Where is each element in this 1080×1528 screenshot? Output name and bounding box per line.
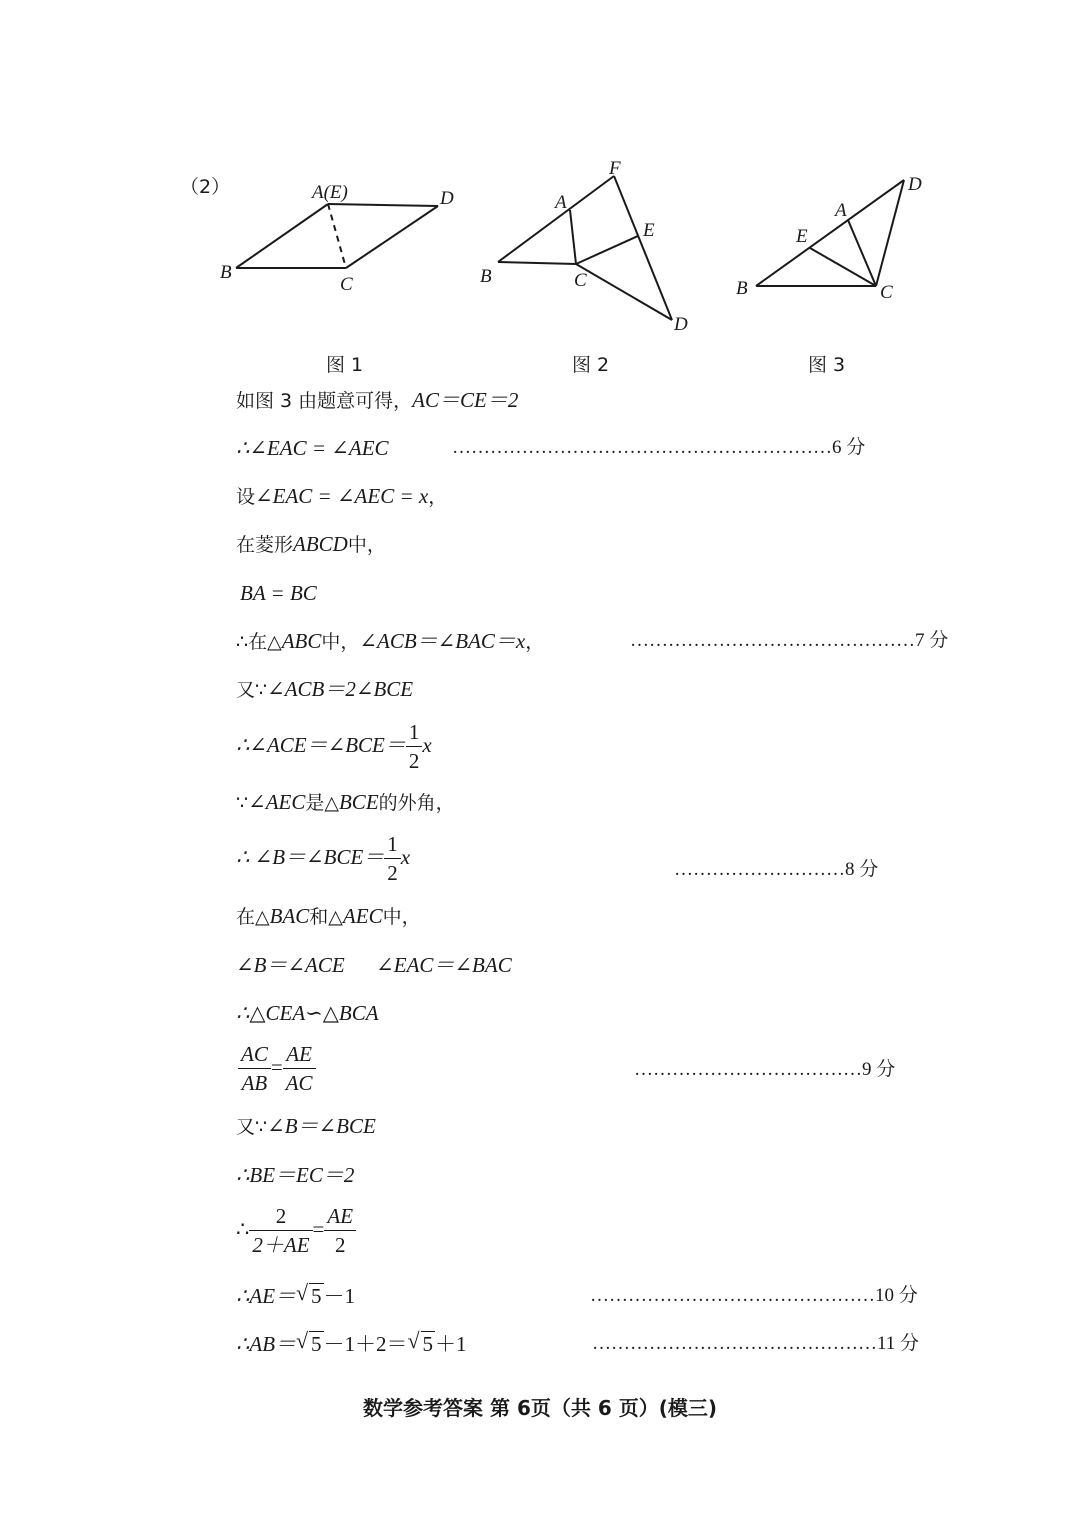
figure-1-rhombus — [236, 204, 438, 268]
figure-3-diagram — [756, 180, 904, 286]
page-footer: 数学参考答案 第 6页（共 6 页）(模三) — [363, 1396, 717, 1420]
fig1-label-c: C — [340, 274, 353, 295]
fig2-label-f: F — [609, 158, 621, 179]
solution-line-16: ∴BE＝EC＝2 — [236, 1163, 355, 1187]
figure-2-diagram — [498, 176, 672, 320]
caption-figure-1: 图 1 — [326, 354, 364, 376]
solution-line-14: $\frac{AC}{AB}$ = $\frac{AE}{AC}$ — [238, 1040, 316, 1097]
caption-figure-3: 图 3 — [808, 354, 846, 376]
solution-line-15: 又∵∠B＝∠BCE — [236, 1114, 376, 1138]
score-9: ………………………………9 分 — [634, 1059, 896, 1080]
geometry-figures — [0, 150, 1080, 350]
score-11: ………………………………………11 分 — [592, 1333, 920, 1354]
solution-line-2: ∴∠EAC = ∠AEC — [236, 436, 389, 460]
part-label: （2） — [180, 176, 231, 198]
fig3-label-d: D — [908, 174, 922, 195]
fig1-label-b: B — [220, 262, 232, 283]
fig2-label-a: A — [555, 192, 567, 213]
solution-line-19: ∴AB＝ √ 5－1＋2＝ √ 5＋1 — [236, 1328, 467, 1356]
sqrt-5: √ 5 — [407, 1328, 434, 1356]
solution-line-11: 在△BAC和△AEC中， — [236, 904, 421, 928]
fig2-label-d: D — [674, 314, 688, 335]
fig2-label-c: C — [574, 270, 587, 291]
solution-line-9: ∵∠AEC是△BCE的外角， — [236, 790, 455, 814]
fig2-label-b: B — [480, 266, 492, 287]
score-8: ………………………8 分 — [674, 859, 879, 880]
solution-line-17: ∴ $\frac{2}{2+AE}$ = $\frac{AE}{2}$ — [236, 1202, 356, 1259]
solution-line-4: 在菱形ABCD中， — [236, 532, 386, 556]
fig1-label-a: A(E) — [312, 182, 348, 203]
fig3-label-a: A — [835, 200, 847, 221]
solution-line-6: ∴在△ABC中，∠ACB＝∠BAC＝x， — [236, 629, 545, 653]
score-6: ……………………………………………………6 分 — [452, 437, 866, 458]
fig3-label-e: E — [796, 226, 808, 247]
caption-figure-2: 图 2 — [572, 354, 610, 376]
solution-line-13: ∴△CEA∽△BCA — [236, 1001, 379, 1025]
fraction-half: $\frac{1}{2}$ — [406, 718, 423, 775]
solution-line-5: BA = BC — [240, 581, 317, 605]
solution-line-3: 设∠EAC = ∠AEC = x， — [236, 484, 448, 508]
solution-line-12: ∠B＝∠ACE ∠EAC＝∠BAC — [236, 953, 512, 977]
solution-line-7: 又∵∠ACB＝2∠BCE — [236, 677, 414, 701]
fig3-label-b: B — [736, 278, 748, 299]
fig3-label-c: C — [880, 282, 893, 303]
sqrt-5: √ 5 — [296, 1328, 322, 1356]
solution-line-8: ∴∠ACE＝∠BCE＝ $\frac{1}{2}$ x — [236, 720, 432, 773]
score-7: ………………………………………7 分 — [630, 630, 949, 651]
sqrt-5: √ 5 — [296, 1280, 322, 1308]
solution-line-18: ∴AE＝ √ 5－1 — [236, 1280, 356, 1308]
fig2-label-e: E — [643, 220, 655, 241]
fraction-half: $\frac{1}{2}$ — [384, 830, 401, 887]
score-10: ………………………………………10 分 — [590, 1285, 918, 1306]
solution-line-1: 如图 3 由题意可得，AC＝CE＝2 — [236, 388, 519, 412]
fig1-label-d: D — [440, 188, 454, 209]
solution-line-10: ∴ ∠B＝∠BCE＝ $\frac{1}{2}$ x — [236, 832, 411, 885]
